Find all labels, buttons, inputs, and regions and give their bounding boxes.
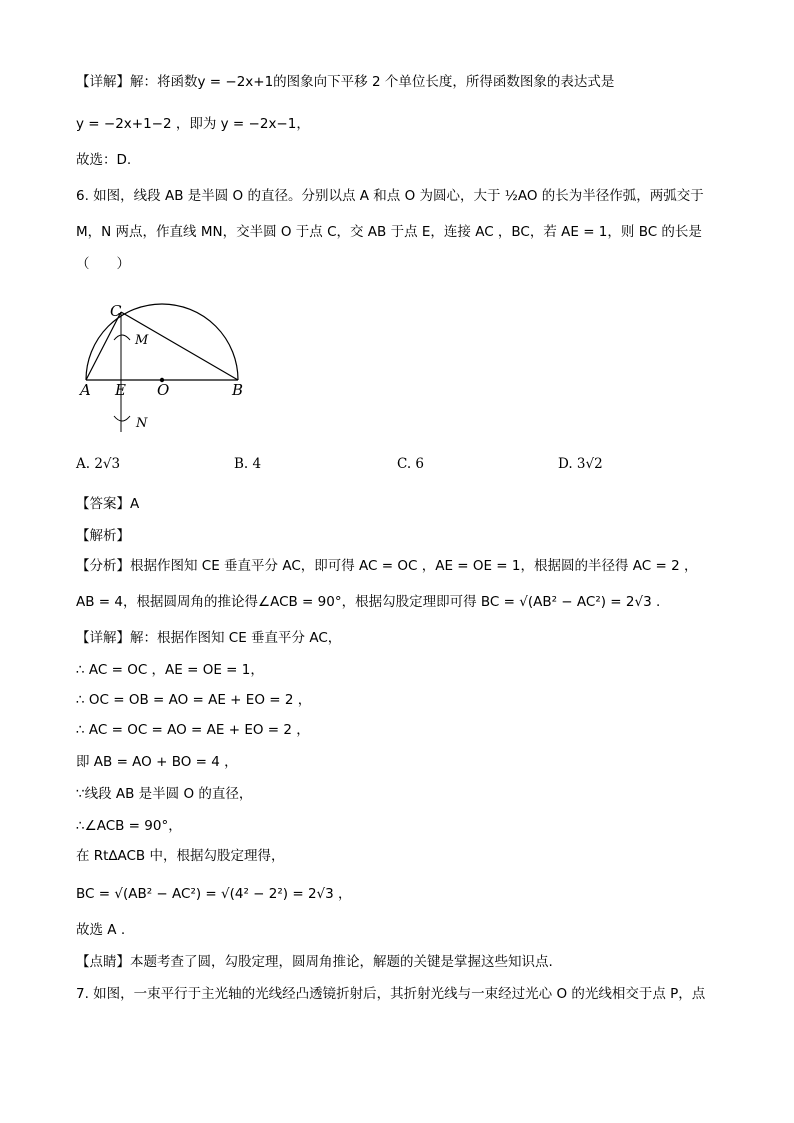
solution-line-4: ∴ AC = OC = AO = AE + EO = 2 ， (76, 722, 310, 738)
label-c: C (110, 302, 122, 320)
label-m: M (135, 333, 149, 348)
semicircle-figure (74, 296, 254, 436)
solution-line-7: ∴∠ACB = 90°， (76, 818, 182, 834)
solution-line-1: 【详解】解：根据作图知 CE 垂直平分 AC， (76, 630, 342, 646)
question-6-line-1: 6. 如图，线段 AB 是半圆 O 的直径。分别以点 A 和点 O 为圆心，大于 ½AO 的长为半径作弧，两弧交于 (76, 188, 704, 204)
question-6-line-2: M，N 两点，作直线 MN，交半圆 O 于点 C，交 AB 于点 E，连接 AC ，BC，若 AE = 1，则 BC 的长是 (76, 224, 702, 240)
label-a: A (80, 381, 91, 399)
analysis-heading: 【解析】 (76, 528, 130, 544)
label-n: N (136, 416, 148, 431)
arc-mark-n (114, 416, 130, 421)
label-b: B (232, 381, 244, 399)
arc-mark-m (114, 335, 130, 340)
question-6-paren: （ ） (76, 256, 130, 272)
prev-choice: 故选：D. (76, 152, 132, 168)
option-a: A. 2√3 (76, 456, 121, 472)
question-7-line: 7. 如图，一束平行于主光轴的光线经凸透镜折射后，其折射光线与一束经过光心 O 的光线相交于点 P，点 (76, 986, 706, 1002)
semicircle-arc (86, 304, 238, 380)
solution-line-9: BC = √(AB² − AC²) = √(4² − 2²) = 2√3 ， (76, 886, 352, 902)
analysis-line-1: 【分析】根据作图知 CE 垂直平分 AC，即可得 AC = OC ，AE = OE = 1，根据圆的半径得 AC = 2 ， (76, 558, 698, 574)
analysis-line-2: AB = 4，根据圆周角的推论得∠ACB = 90°，根据勾股定理即可得 BC = √(AB² − AC²) = 2√3 . (76, 594, 661, 610)
option-b: B. 4 (234, 456, 262, 472)
label-e: E (115, 381, 126, 399)
label-o: O (157, 381, 170, 399)
key-point-line: 【点睛】本题考查了圆，勾股定理，圆周角推论，解题的关键是掌握这些知识点. (76, 954, 553, 970)
option-d: D. 3√2 (558, 456, 603, 472)
prev-solution-expression: y = −2x+1−2 ，即为 y = −2x−1， (76, 116, 310, 132)
solution-line-8: 在 Rt∆ACB 中，根据勾股定理得， (76, 848, 285, 864)
solution-line-2: ∴ AC = OC ，AE = OE = 1， (76, 662, 264, 678)
solution-line-10: 故选 A . (76, 922, 126, 938)
answer-line: 【答案】A (76, 496, 140, 512)
solution-line-6: ∵线段 AB 是半圆 O 的直径， (76, 786, 253, 802)
segment-ac (86, 312, 121, 380)
solution-line-5: 即 AB = AO + BO = 4 ， (76, 754, 238, 770)
option-c: C. 6 (397, 456, 425, 472)
solution-line-3: ∴ OC = OB = AO = AE + EO = 2 ， (76, 692, 312, 708)
prev-solution-line: 【详解】解：将函数y = −2x+1的图象向下平移 2 个单位长度，所得函数图象的表达式是 (76, 74, 615, 90)
